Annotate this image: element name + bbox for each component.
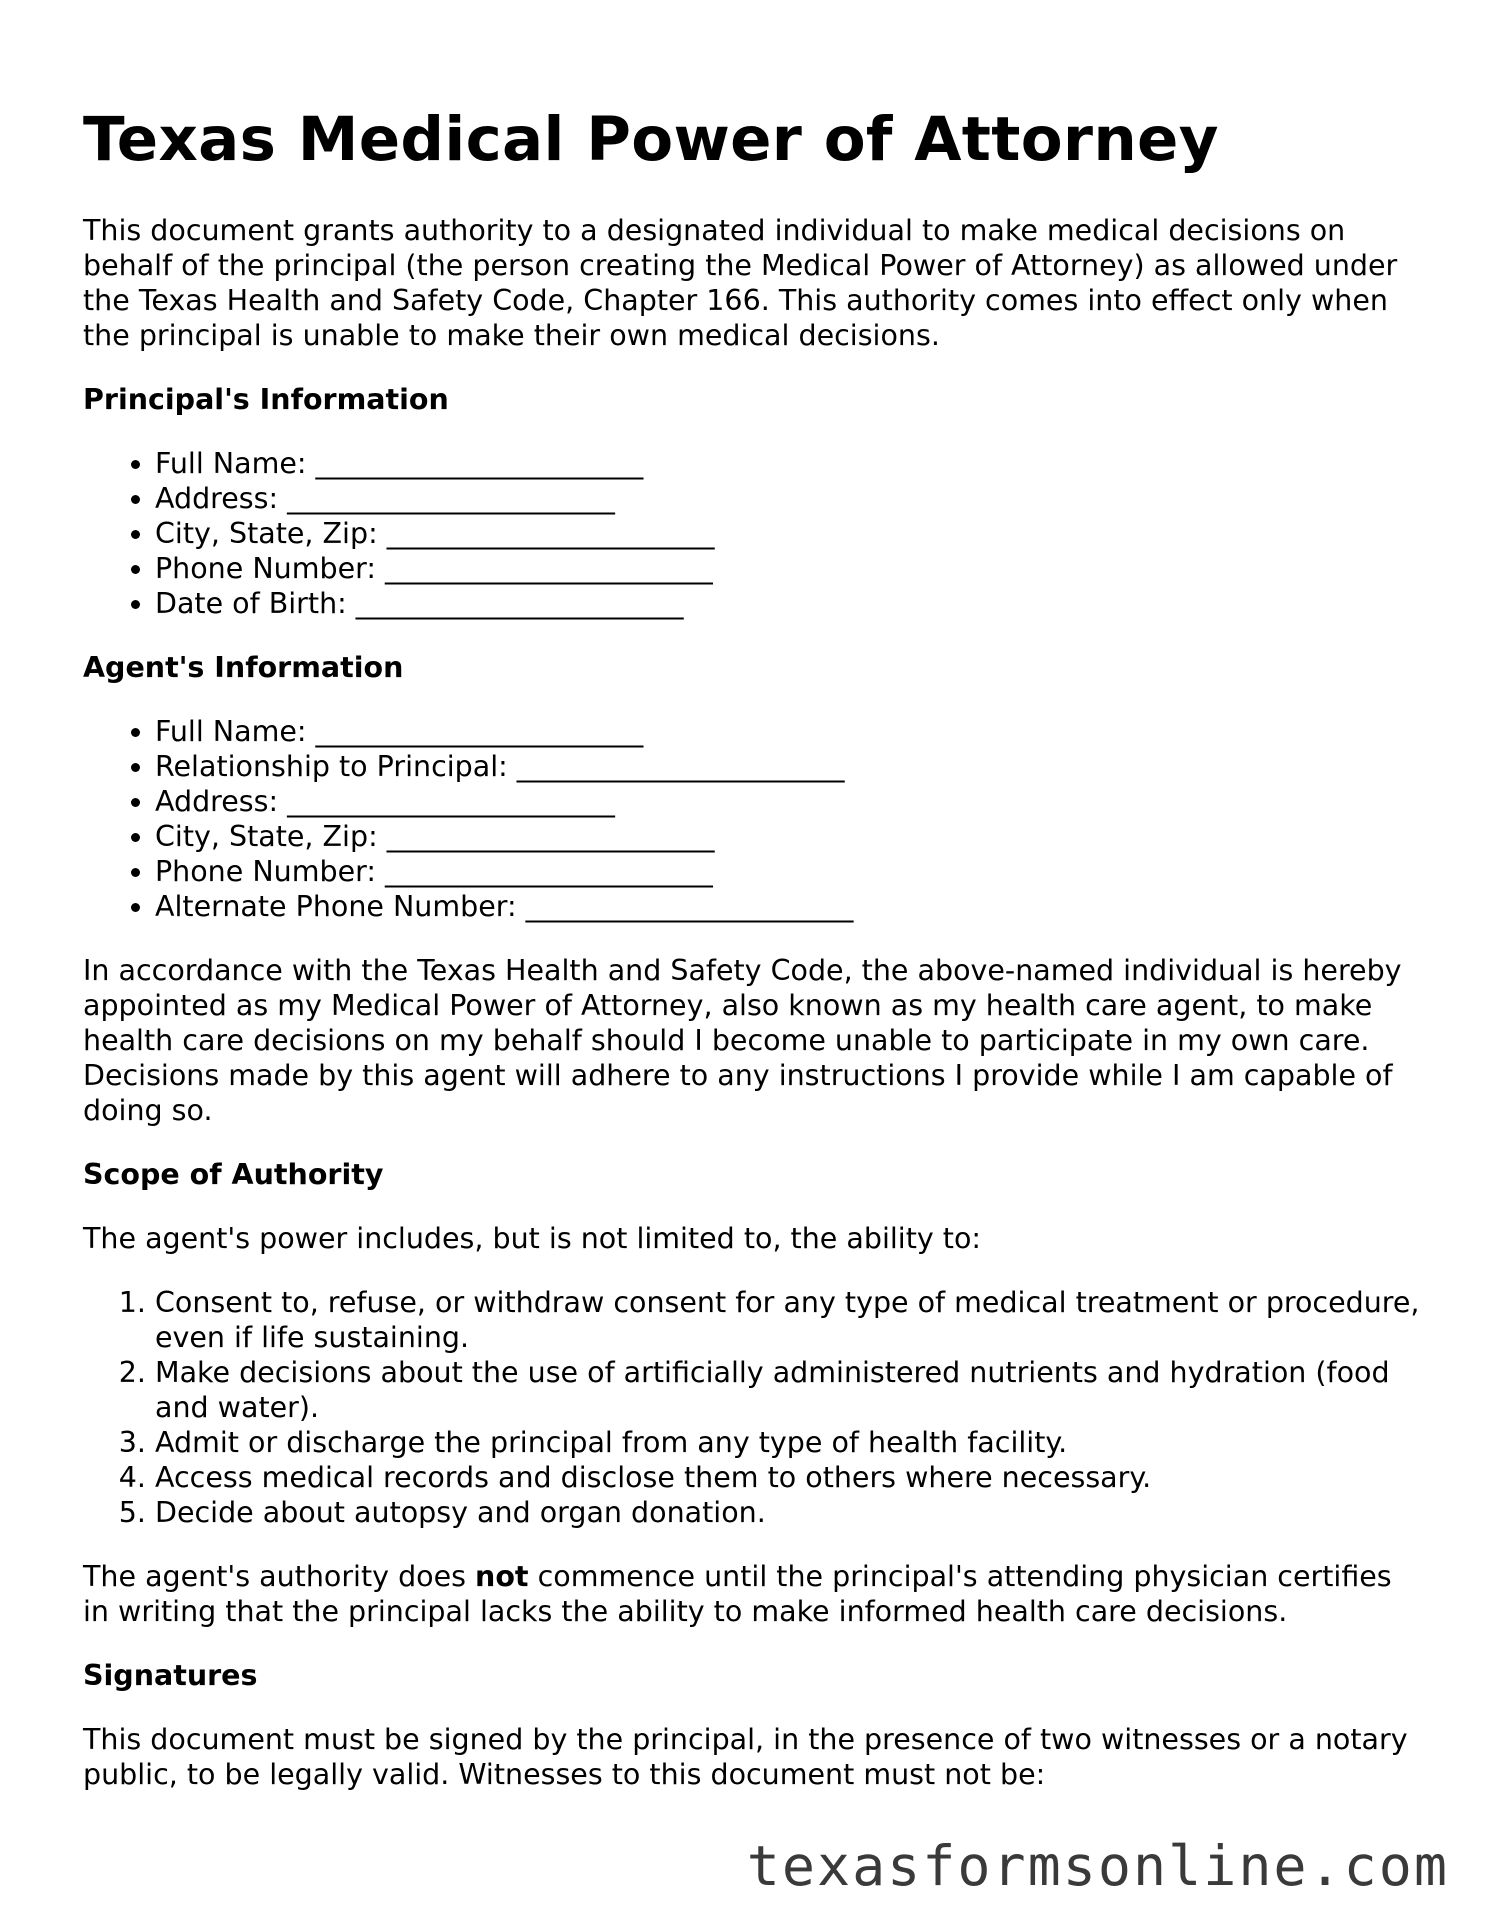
principal-fields-list [83, 446, 1423, 621]
agent-field-address: • Address: _______________________ [155, 784, 1423, 819]
agent-fields-list [83, 714, 1423, 924]
scope-lead: The agent's power includes, but is not limited to, the ability to: [83, 1222, 982, 1255]
scope-item: 4. Access medical records and disclose them to others where necessary. [155, 1460, 1423, 1495]
agent-heading: Agent's Information [83, 651, 404, 684]
scope-item: 3. Admit or discharge the principal from any type of health facility. [155, 1425, 1423, 1460]
principal-field-city-state-zip: • City, State, Zip: _______________________ [155, 516, 1423, 551]
commencement-emphasis: not [475, 1560, 529, 1593]
commencement-paragraph [83, 1559, 1423, 1629]
scope-heading: Scope of Authority [83, 1158, 384, 1191]
scope-item: 2. Make decisions about the use of artificially administered nutrients and hydration (food and water). [155, 1355, 1423, 1425]
principal-heading: Principal's Information [83, 383, 449, 416]
signatures-heading: Signatures [83, 1659, 258, 1692]
appointment-paragraph: In accordance with the Texas Health and Safety Code, the above-named individual is hereby appointed as my Medical Power of Attorney, also known as my health care agent, to make health care decisions on my behalf should I become unable to participate in my own care. Decisions made by this agent will adhere to any instructions I provide while I am capable of doing so. [83, 954, 1402, 1127]
commencement-text-after: commence until the principal's attending physician certifies in writing that the principal lacks the ability to make informed health care decisions. [83, 1560, 1392, 1628]
scope-item: 5. Decide about autopsy and organ donation. [155, 1495, 1423, 1530]
principal-field-full-name: • Full Name: _______________________ [155, 446, 1423, 481]
principal-field-address: • Address: _______________________ [155, 481, 1423, 516]
document-page [83, 0, 1423, 1792]
intro-paragraph: This document grants authority to a designated individual to make medical decisions on behalf of the principal (the person creating the Medical Power of Attorney) as allowed under the Texas Health and Safety Code, Chapter 166. This authority comes into effect only when the principal is unable to make their own medical decisions. [83, 214, 1398, 352]
scope-items-list [83, 1285, 1423, 1530]
principal-field-dob: • Date of Birth: _______________________ [155, 586, 1423, 621]
signatures-paragraph: This document must be signed by the principal, in the presence of two witnesses or a notary public, to be legally valid. Witnesses to this document must not be: [83, 1723, 1408, 1791]
commencement-text-before: The agent's authority does [83, 1560, 476, 1593]
page-title: Texas Medical Power of Attorney [83, 104, 1219, 175]
agent-field-city-state-zip: • City, State, Zip: _______________________ [155, 819, 1423, 854]
site-watermark: texasformsonline.com [746, 1834, 1449, 1898]
agent-field-relationship: • Relationship to Principal: _______________________ [155, 749, 1423, 784]
scope-item: 1. Consent to, refuse, or withdraw consent for any type of medical treatment or procedure, even if life sustaining. [155, 1285, 1423, 1355]
agent-field-phone: • Phone Number: _______________________ [155, 854, 1423, 889]
agent-field-full-name: • Full Name: _______________________ [155, 714, 1423, 749]
principal-field-phone: • Phone Number: _______________________ [155, 551, 1423, 586]
agent-field-alt-phone: • Alternate Phone Number: _______________________ [155, 889, 1423, 924]
